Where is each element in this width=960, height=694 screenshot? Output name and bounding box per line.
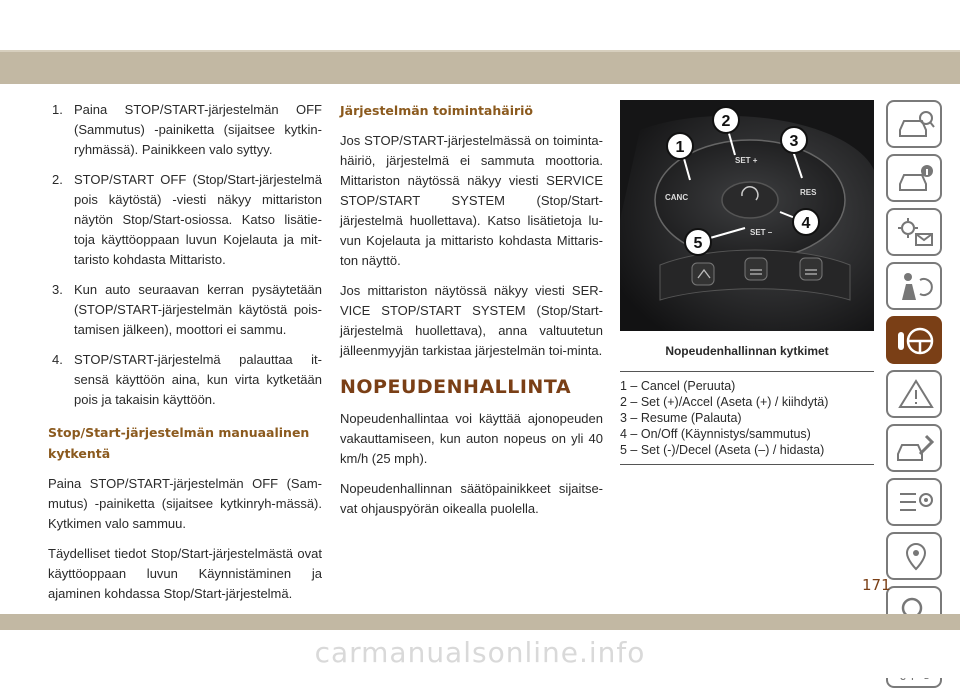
car-wrench-icon: [896, 432, 936, 466]
tab-car-search[interactable]: [886, 100, 942, 148]
paragraph: Nopeudenhallintaa voi käyttää ajonopeuden vakauttamiseen, kun auton nopeus on yli 40 km/h (25 mph).: [340, 411, 603, 466]
chapter-tabs: [886, 100, 946, 694]
legend-item: 5 – Set (-)/Decel (Aseta (–) / hidasta): [620, 443, 825, 457]
paragraph: Paina STOP/START-järjestelmän OFF (Sam-mutus) -painiketta (sijaitsee kytkinryh-mässä). Kytkimen valo sammuu.: [48, 476, 322, 531]
svg-text:2: 2: [721, 113, 731, 130]
tab-warning-lights[interactable]: [886, 208, 942, 256]
watermark: carmanualsonline.info: [314, 636, 646, 669]
label-resume: RES: [800, 188, 817, 197]
svg-text:1: 1: [675, 139, 685, 156]
steering-wheel-controls-illustration: [620, 100, 874, 331]
column-middle: [340, 100, 603, 529]
page-number: 171: [862, 576, 891, 594]
settings-list-icon: [896, 486, 936, 520]
top-band: [0, 50, 960, 84]
section-heading-manual: Stop/Start-järjestelmän manuaalinen kytkentä: [48, 425, 310, 461]
tab-safety[interactable]: [886, 262, 942, 310]
steering-wheel-icon: [896, 324, 936, 358]
car-search-icon: [896, 108, 936, 142]
navigation-music-icon: [896, 540, 936, 574]
airbag-person-icon: [896, 270, 936, 304]
tab-car-info[interactable]: [886, 154, 942, 202]
legend-item: 3 – Resume (Palauta): [620, 411, 742, 425]
step-item: 3. Kun auto seuraavan kerran pysäytetään (STOP/START-järjestelmän käytöstä pois-tamisen jälkeen), moottori ei sammu.: [52, 282, 322, 337]
paragraph: Jos mittariston näytössä näkyy viesti SER-VICE STOP/START SYSTEM (Stop/Start-järjestelmä huollettava), anna valtuutetun jälleenmyyjän tarkistaa järjestelmän toi-minta.: [340, 283, 603, 358]
step-item: 1. Paina STOP/START-järjestelmän OFF (Sammutus) -painiketta (sijaitsee kytkin-ryhmässä). Painikkeen valo syttyy.: [52, 102, 322, 157]
label-set-plus: SET +: [735, 156, 758, 165]
label-set-minus: SET –: [750, 228, 773, 237]
warning-lights-icon: [896, 216, 936, 250]
svg-text:3: 3: [789, 133, 799, 150]
legend-item: 4 – On/Off (Käynnistys/sammutus): [620, 427, 811, 441]
section-heading-malfunction: Järjestelmän toimintahäiriö: [340, 103, 534, 118]
tab-service[interactable]: [886, 424, 942, 472]
road-warning-icon: [896, 378, 936, 412]
chapter-heading: NOPEUDENHALLINTA: [340, 376, 572, 398]
figure-legend: [620, 372, 874, 464]
paragraph: Jos STOP/START-järjestelmässä on toiminta-häiriö, järjestelmä ei sammuta moottoria. Mittariston näytössä näkyy viesti SERVICE STOP/START SYSTEM (Stop/Start-järjestelmä huollettava). Katso lisätietoja lu-vun Kojelauta ja mittaristo kohdasta Mittaris-ton näyttö.: [340, 133, 603, 268]
step-list: [48, 100, 322, 410]
label-cancel: CANC: [665, 193, 689, 202]
svg-text:4: 4: [801, 215, 811, 232]
svg-text:5: 5: [693, 235, 703, 252]
figure-caption: Nopeudenhallinnan kytkimet: [665, 344, 829, 358]
legend-item: 1 – Cancel (Peruuta): [620, 379, 736, 393]
column-left: [48, 100, 322, 614]
step-item: 4. STOP/START-järjestelmä palauttaa it-sensä käyttöön aina, kun virta kytketään pois ja takaisin käyttöön.: [52, 352, 322, 407]
tab-starting-driving[interactable]: [886, 316, 942, 364]
legend-divider: [620, 464, 874, 465]
legend-item: 2 – Set (+)/Accel (Aseta (+) / kiihdytä): [620, 395, 829, 409]
cruise-control-switches-photo: [620, 100, 874, 331]
column-right: [620, 100, 874, 465]
paragraph: Täydelliset tiedot Stop/Start-järjestelmästä ovat käyttöoppaan luvun Käynnistäminen ja ajaminen kohdassa Stop/Start-järjestelmä.: [48, 546, 322, 601]
tab-emergency[interactable]: [886, 370, 942, 418]
car-info-icon: [896, 162, 936, 196]
tab-multimedia[interactable]: [886, 532, 942, 580]
tab-technical-specs[interactable]: [886, 478, 942, 526]
paragraph: Nopeudenhallinnan säätöpainikkeet sijaitse-vat ohjauspyörän oikealla puolella.: [340, 481, 603, 516]
step-item: 2. STOP/START OFF (Stop/Start-järjestelmä pois käytöstä) -viesti näkyy mittariston näytön Stop/Start-osiossa. Katso lisätie-toja käyttöoppaan luvun Kojelauta ja mit-taristo kohdasta Mittaristo.: [52, 172, 322, 267]
